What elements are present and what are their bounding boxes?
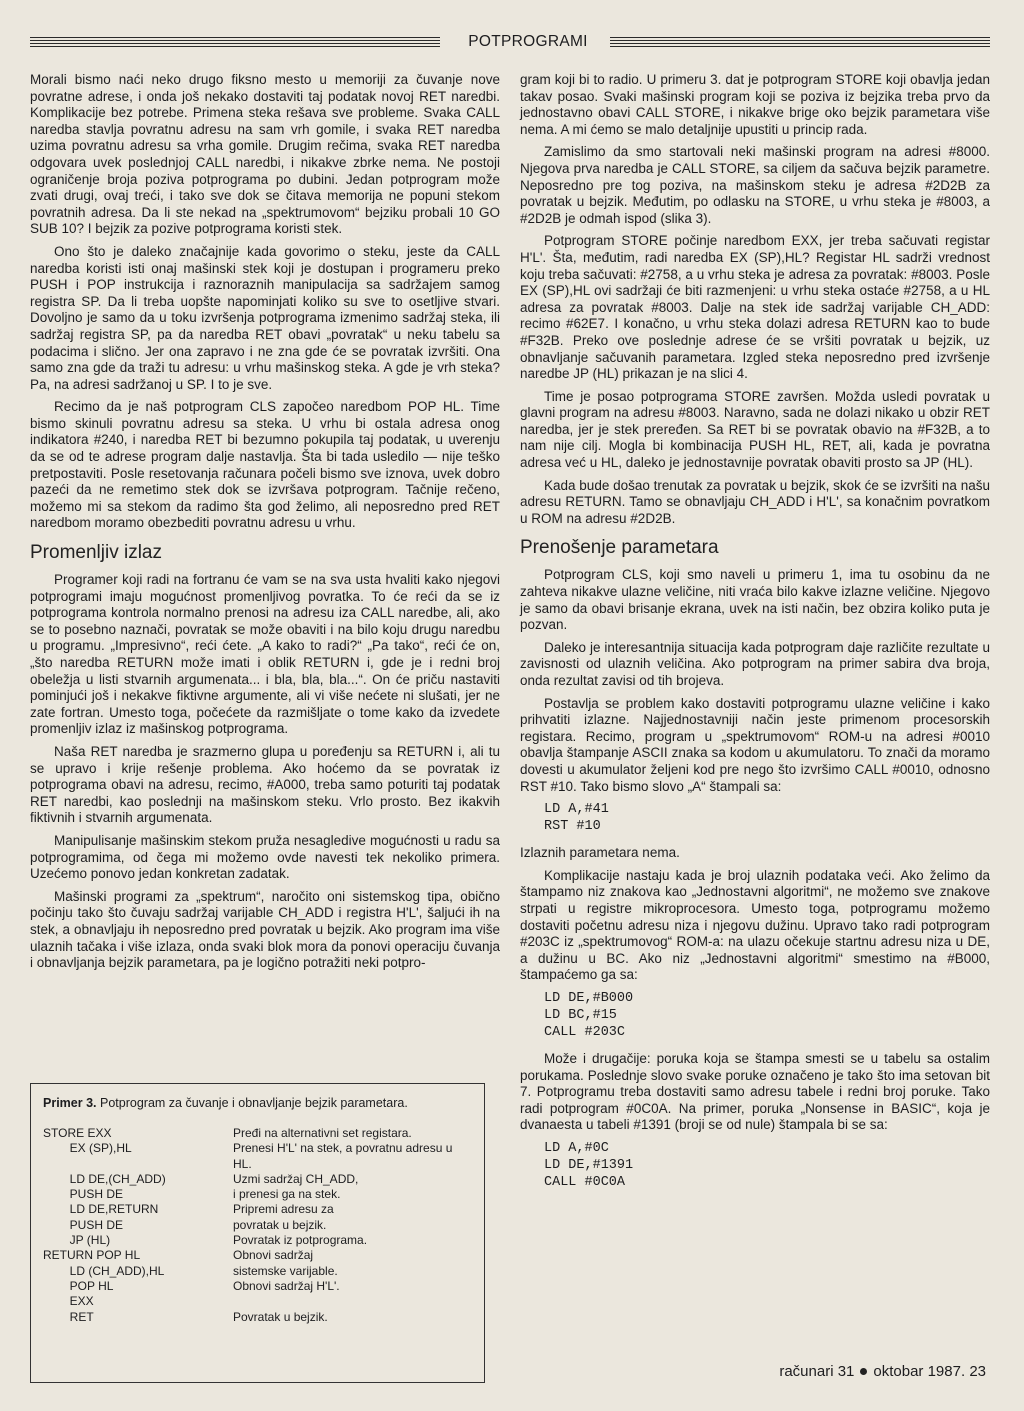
- paragraph: Potprogram CLS, koji smo naveli u primeru 1, ima tu osobinu da ne zahteva nikakve ulazne veličine, niti vraća bilo kakve izlazne veličine. Njegovo je samo da obavi brisanje ekrana, uvek na isti način, bez obzira koliko puta je pozvan.: [520, 567, 990, 633]
- listing-title: Potprogram za čuvanje i obnavljanje bejzik parametara.: [100, 1096, 408, 1110]
- listing-code: RETURN POP HL: [43, 1248, 141, 1263]
- paragraph: Zamislimo da smo startovali neki mašinski program na adresi #8000. Njegova prva naredba je CALL STORE, sa ciljem da sačuva bejzik parametre. Neposredno pre tog poziva, na mašinskom steku je adresa #2D2B za povratak u bejzik. Međutim, po odlasku na STORE, u vrhu steka je #8003, a #2D2B je odmah ispod (slika 3).: [520, 144, 990, 226]
- listing-row: [43, 1264, 472, 1279]
- listing-comment: Prenesi H'L' na stek, a povratnu adresu u HL.: [233, 1141, 453, 1171]
- paragraph: Manipulisanje mašinskim stekom pruža nesagledive mogućnosti u radu sa potprogramima, od čega mi možemo ovde navesti tek nekoliko primera. Uzećemo ponovo jedan konkretan zadatak.: [30, 832, 500, 882]
- page-number: 23: [969, 1363, 986, 1380]
- listing-caption: [43, 1096, 472, 1110]
- listing-row: [43, 1279, 472, 1294]
- listing-comment: Pripremi adresu za: [233, 1202, 334, 1217]
- listing-code: POP HL: [43, 1278, 114, 1293]
- bullet-dot-icon: [860, 1368, 867, 1375]
- issue-date: oktobar 1987.: [873, 1363, 966, 1380]
- listing-box: [30, 1083, 485, 1383]
- header-rule-left: [30, 37, 440, 49]
- paragraph: Izlaznih parametara nema.: [520, 845, 680, 861]
- section-heading: Promenljiv izlaz: [30, 542, 162, 564]
- paragraph: Može i drugačije: poruka koja se štampa smesti se u tabelu sa ostalim porukama. Poslednje slovo svake poruke označeno je tako što ima setovan bit 7. Potprogramu treba dostaviti samo adresu tabele i redni broj poruke. Tako radi potprogram #0C0A. Na primer, poruka „Nonsense in BASIC“, koja je dvanaesta u tabeli #1391 (broji se od nule) štampala bi se sa:: [520, 1050, 990, 1133]
- listing-code: LD DE,RETURN: [43, 1202, 159, 1217]
- paragraph: Potprogram STORE počinje naredbom EXX, jer treba sačuvati registar H'L'. Šta, međutim, radi naredba EX (SP),HL? Registar HL sadrži vrednost koju treba sačuvati: #2758, a u vrhu steka je adresa za povratak: #8003. Posle EX (SP),HL ovi sadržaji će biti razmenjeni: u vrhu steka ostaće #2758, a u HL adresa za povratak #8003. Dalje na stek ide sadržaj varijable CH_ADD: recimo #62E7. I konačno, u vrhu steka dolazi adresa RETURN kao to bude #F32B. Preko ove poslednje adrese će se vršiti povratak u bejzik, uz obnavljanje sačuvanih parametara. Izgled steka neposredno pred izvršenje naredbe JP (HL) prikazan je na slici 4.: [520, 233, 990, 382]
- paragraph: Ono što je daleko značajnije kada govorimo o steku, jeste da CALL naredba koristi isti onaj mašinski stek koji je dostupan i programeru preko PUSH i POP instrukcija i raznoraznih manipulacija sa sadržajem samog registra SP. Da li treba uopšte napominjati koliko su sve to osetljive stvari. Dovoljno je samo da u toku izvršenja potprograma izmenimo sadržaj steka, ili sadržaj registra SP, pa da naredba RET obavi „povratak“ u neku tabelu sa podacima i slično. Jer ona zapravo i ne zna gde će se povratak izvršiti. Ona samo zna gde da traži tu adresu: u vrhu mašinskog steka. A gde je vrh steka? Pa, na adresi sadržanoj u SP. I to je sve.: [30, 243, 500, 392]
- listing-code: LD DE,(CH_ADD): [43, 1171, 166, 1186]
- listing-code: EXX: [43, 1294, 94, 1309]
- code-snippet: LD A,#41 RST #10: [544, 802, 609, 835]
- listing-row: [43, 1126, 472, 1141]
- listing-comment: sistemske varijable.: [233, 1263, 338, 1278]
- listing-code: PUSH DE: [43, 1187, 124, 1202]
- listing-code: STORE EXX: [43, 1126, 112, 1140]
- listing-comment: Obnovi sadržaj: [233, 1248, 314, 1263]
- paragraph: Daleko je interesantnija situacija kada potprogram daje različite rezultate u zavisnosti od ulaznih veličina. Ako potprogram na primer sabira dva broja, onda rezultat zavisi od tih brojeva.: [520, 639, 990, 688]
- section-heading: Prenošenje parametara: [520, 537, 719, 559]
- listing-comment: Pređi na alternativni set registara.: [233, 1126, 412, 1140]
- paragraph: Komplikacije nastaju kada je broj ulaznih podataka veći. Ako želimo da štampamo niz znakova kao „Jednostavni algoritmi“, ne možemo sve znakove strpati u registre mikroprocesora. Umesto toga, potprogramu možemo dostaviti početnu adresu niza i njegovu dužinu. Upravo tako radi potprogram #203C iz „spektrumovog“ ROM-a: na ulazu očekuje startnu adresu niza u DE, a dužinu u BC. Ako niz „Jednostavni algoritmi“ smestimo na #B000, štampaćemo ga sa:: [520, 867, 990, 983]
- left-column: [30, 72, 500, 978]
- paragraph: Recimo da je naš potprogram CLS započeo naredbom POP HL. Time bismo skinuli povratnu adresu sa steka. U vrhu bi ostala adresa onog indikatora #240, i naredba RET bi bezumno pokupila taj podatak, u uverenju da se od te adrese program dalje nastavlja. Šta bi tada usledilo — nije teško pretpostaviti. Posle resetovanja računara počeli bismo sve iznova, uvek dobro pazeći da ne remetimo stek dok se izvršava potprogram. Tačnije rečeno, možemo mi sa stekom da radimo šta god želimo, ali neposredno pred RET naredbom moramo obezbediti povratnu adresu u vrhu.: [30, 399, 500, 531]
- listing-comment: Povratak iz potprograma.: [233, 1233, 368, 1248]
- right-column: [520, 72, 990, 1201]
- listing-row: [43, 1218, 472, 1233]
- listing-comment: Uzmi sadržaj CH_ADD,: [233, 1171, 359, 1186]
- magazine-issue: računari 31: [779, 1363, 855, 1380]
- listing-code: JP (HL): [43, 1233, 111, 1248]
- listing-code: LD (CH_ADD),HL: [43, 1263, 165, 1278]
- listing-code: RET: [43, 1309, 94, 1324]
- listing-comment: povratak u bejzik.: [233, 1217, 327, 1232]
- paragraph: Morali bismo naći neko drugo fiksno mesto u memoriji za čuvanje nove povratne adrese, i onda još nekako dostaviti taj podatak novoj RET naredbi. Komplikacije bez potrebe. Primena steka rešava sve probleme. Svaka CALL naredba stavlja povratnu adresu na sam vrh gomile, i svaka RET naredba uzima povratnu adresu sa vrha gomile. Drugim rečima, svaka RET naredba odgovara uvek poslednjoj CALL naredbi, i nikakve zbrke nema. Ne postoji ograničenje broja poziva potprograma po dubini. Jedan potprogram može zvati drugi, ovaj treći, i tako sve dok se čitava memorija ne popuni stekom povratnih adresa. Da li ste nekad na „spektrumovom“ bejziku probali 10 GO SUB 10? I bejzik za pozive potprograma koristi stek.: [30, 72, 500, 237]
- listing-row: [43, 1233, 472, 1248]
- section-title: POTPROGRAMI: [468, 33, 588, 50]
- code-snippet: LD DE,#B000 LD BC,#15 CALL #203C: [544, 990, 634, 1040]
- listing-label: Primer 3.: [43, 1096, 97, 1110]
- listing-row: [43, 1248, 472, 1263]
- listing-row: [43, 1172, 472, 1187]
- paragraph: Mašinski programi za „spektrum“, naročito oni sistemskog tipa, obično počinju tako što čuvaju sadržaj varijable CH_ADD i registra H'L', šaljući ih na stek, a obnavljaju ih neposredno pred povratak u bejzik. Ako program ima više ulaznih tačaka i više izlaza, onda svaki blok mora da ponovi operaciju čuvanja i obnavljanja bejzik parametara, pa je logično potražiti neki potpro-: [30, 888, 500, 971]
- header-rule-right: [610, 37, 990, 49]
- listing-row: [43, 1187, 472, 1202]
- listing-code: PUSH DE: [43, 1217, 124, 1232]
- paragraph: Naša RET naredba je srazmerno glupa u poređenju sa RETURN i, ali tu se upravo i krije rešenje problema. Ako hoćemo da se povratak iz potprograma obavi na adresu, recimo, #A000, treba samo poturiti taj podatak RET naredbi, kao poslednji na mašinskom steku. Vrlo prosto. Bez ikakvih fiktivnih i stvarnih argumenata.: [30, 743, 500, 826]
- page-footer: [779, 1363, 986, 1380]
- listing-comment: Povratak u bejzik.: [233, 1309, 328, 1324]
- paragraph: Postavlja se problem kako dostaviti potprogramu ulazne veličine i kako prihvatiti izlazne. Najjednostavniji način jeste primenom procesorskih registara. Recimo, program u „spektrumovom“ ROM-u na adresi #0010 obavlja štampanje ASCII znaka sa kodom u akumulatoru. To znači da moramo dovesti u akumulator željeni kod pre nego što izvršimo CALL #0010, odnosno RST #10. Tako bismo slovo „A“ štampali sa:: [520, 695, 990, 794]
- listing-comment: i prenesi ga na stek.: [233, 1187, 341, 1202]
- listing-comment: [233, 1294, 472, 1309]
- page-header: [30, 30, 990, 58]
- paragraph: Time je posao potprograma STORE završen. Možda usledi povratak u glavni program na adresu #8003. Naravno, sada ne dolazi nikako u obzir RET naredba, jer je stek prerеđen. Sa RET bi se povratak obavio na #F32B, a to nam nije cilj. Mogla bi kombinacija PUSH HL, RET, ali, kada je povratna adresa već u HL, daleko je jednostavnije povratak obaviti prosto sa JP (HL).: [520, 388, 990, 471]
- listing-row: [43, 1294, 472, 1309]
- listing-rows: [43, 1126, 472, 1325]
- code-snippet: LD A,#0C LD DE,#1391 CALL #0C0A: [544, 1140, 634, 1190]
- paragraph: Kada bude došao trenutak za povratak u bejzik, skok će se izvršiti na našu adresu RETURN. Tamo se obnavljaju CH_ADD i H'L', sa konačnim povratkom u ROM na adresu #2D2B.: [520, 477, 990, 526]
- paragraph: Programer koji radi na fortranu će vam se na sva usta hvaliti kako njegovi potprogrami imaju mogućnost promenljivog povratka. To će reći da se iz potprograma kontrola normalno prenosi na adresu iza CALL naredbe, ali, ako se to posebno naznači, povratak se može obaviti i na bilo koju drugu naredbu u programu. „Impresivno“, reći ćete. „A kako to radi?“ „Pa tako“, reći će on, „što naredba RETURN može imati i oblik RETURN i, gde je i redni broj obeležja u listi stvarnih argumenata... i bla, bla, bla...“. On će priču nastaviti pominjući još i nekakve fiktivne argumente, ali vi više nećete ni slušati, jer ne zate fortran. Umesto toga, počećete da razmišljate o tome kako da izvedete promenljiv izlaz iz mašinskog potprograma.: [30, 572, 500, 737]
- paragraph: gram koji bi to radio. U primeru 3. dat je potprogram STORE koji obavlja jedan takav posao. Svaki mašinski program koji se poziva iz bejzika treba prvo da jednostavno obavi CALL STORE, i nikakve brige oko bejzik parametara više nema. A mi ćemo se malo detaljnije upustiti u princip rada.: [520, 72, 990, 137]
- listing-row: [43, 1310, 472, 1325]
- listing-comment: Obnovi sadržaj H'L'.: [233, 1278, 340, 1293]
- listing-code: EX (SP),HL: [43, 1141, 132, 1156]
- listing-row: [43, 1141, 472, 1172]
- listing-row: [43, 1202, 472, 1217]
